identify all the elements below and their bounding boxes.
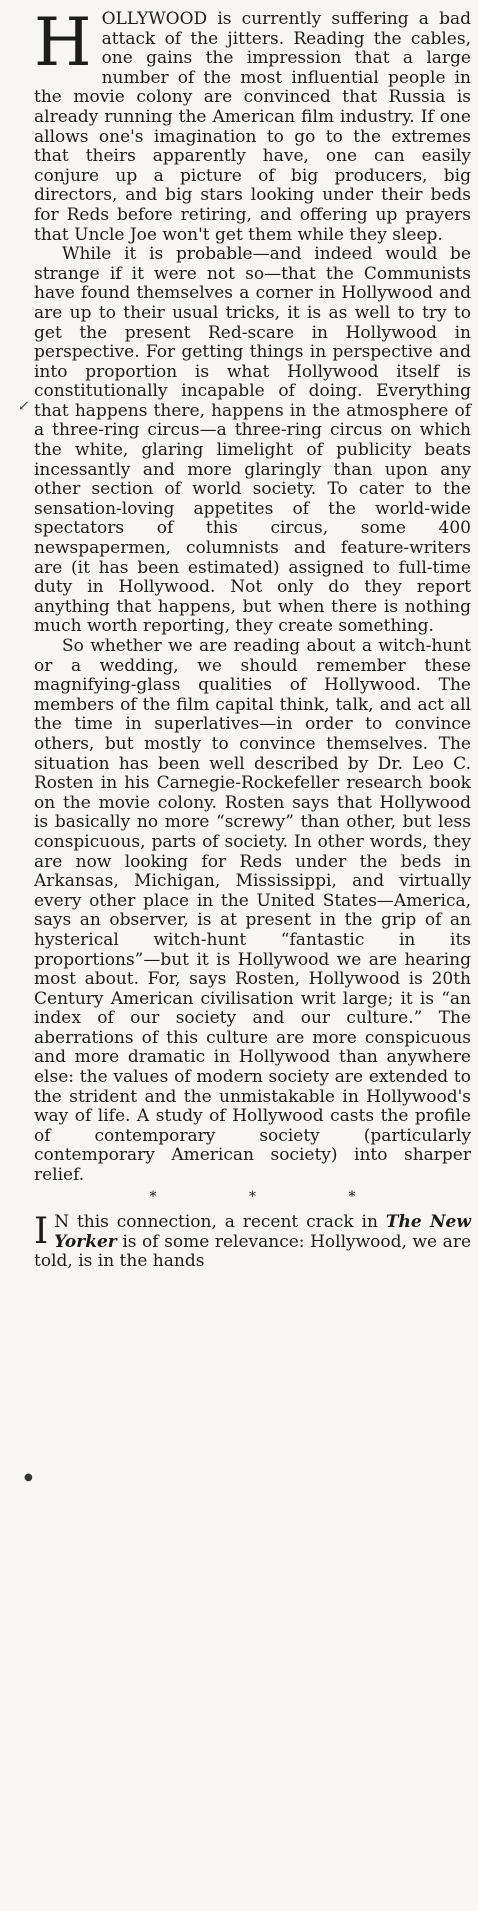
- section-divider: * * *: [149, 1188, 400, 1205]
- paragraph-1: [34, 4, 471, 245]
- paragraph-3: So whether we are reading about a witch-hunt or a wedding, we should remember these magnifying-glass qualities of Hollywood. The members of the film capital think, talk, and act all the time in superlatives—in order to convince others, but mostly to convince themselves. The situation has been well described by Dr. Leo C. Rosten in his Carnegie-Rockefeller research book on the movie colony. Rosten says that Hollywood is basically no more “screwy” than other, but less conspicuous, parts of society. In other words, they are now looking for Reds under the beds in Arkansas, Michigan, Mississippi, and virtually every other place in the United States—America, says an observer, is at present in the grip of an hysterical witch-hunt “fantastic in its proportions”—but it is Hollywood we are hearing most about. For, says Rosten, Hollywood is 20th Century American civilisation writ large; it is “an index of our society and our culture.” The aberrations of this culture are more conspicuous and more dramatic in Hollywood than anywhere else: the values of modern society are extended to the strident and the unmistakable in Hollywood's way of life. A study of Hollywood casts the profile of contemporary society (particularly contemporary American society) into sharper relief.: [34, 636, 471, 1186]
- drop-cap: H: [34, 4, 92, 81]
- paragraph-2: While it is probable—and indeed would be strange if it were not so—that the Communists have found themselves a corner in Hollywood and are up to their usual tricks, it is as well to try to get the present Red-scare in Hollywood in perspective. For getting things in perspective and into proportion is what Hollywood itself is constitutionally incapable of doing. Everything that happens there, happens in the atmosphere of a three-ring circus—a three-ring circus on which the white, glaring limelight of publicity beats incessantly and more glaringly than upon any other section of world society. To cater to the sensation-loving appetites of the world-wide spectators of this circus, some 400 newspapermen, columnists and feature-writers are (it has been estimated) assigned to full-time duty in Hollywood. Not only do they report anything that happens, but when there is nothing much worth reporting, they create something.: [34, 244, 471, 637]
- margin-dot: ●: [24, 1472, 33, 1483]
- publication-name: The New Yorker: [54, 1212, 471, 1252]
- article-column: [34, 4, 472, 1272]
- paragraph-4-rest: is of some relevance: Hollywood, we are told, is in the hands: [34, 1231, 472, 1272]
- paragraph-1-text: OLLYWOOD is currently suffering a bad attack of the jitters. Reading the cables, one gains the impression that a large number of the most influential people in the movie colony are convinced that Russia is already running the American film industry. If one allows one's imagination to go to the extremes that theirs apparently have, one can easily conjure up a picture of big producers, big directors, and big stars looking under their beds for Reds before retiring, and offering up prayers that Uncle Joe won't get them while they sleep.: [34, 9, 471, 245]
- drop-cap-2: I: [34, 1211, 49, 1253]
- margin-mark: ↙: [18, 398, 30, 414]
- paragraph-4: [34, 1213, 471, 1272]
- paragraph-4-start: N this connection, a recent crack in: [54, 1212, 378, 1233]
